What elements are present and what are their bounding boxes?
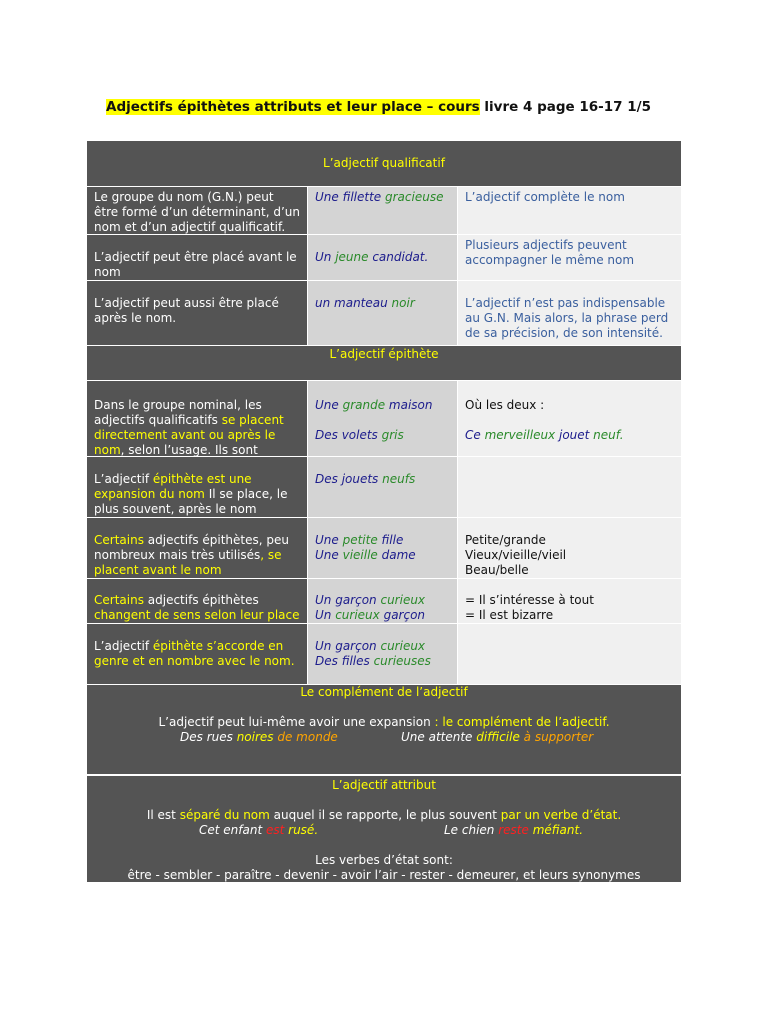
rule-text: adjectifs épithètes, peu nombreux mais très utilisés [94, 533, 289, 562]
rule-text: Dans le groupe nominal, les adjectifs qualificatifs [94, 398, 262, 427]
table-cell-rule [87, 457, 307, 517]
attribut-definition [87, 808, 681, 823]
example-line [315, 639, 450, 654]
example-adjective: noires [236, 730, 274, 744]
example-verb: est [265, 823, 285, 837]
table-cell-rule [87, 235, 307, 280]
complement-example-2 [401, 730, 593, 745]
rule-highlight: Certains [94, 593, 144, 607]
example-text: garçon [379, 608, 426, 622]
example-text: Des rues [180, 730, 237, 744]
verbes-etat-list: être - sembler - paraître - devenir - avoir l’air - rester - demeurer, et leurs synonymes [127, 868, 641, 882]
attribut-example-1 [199, 823, 318, 838]
definition-text: auquel il se rapporte, le plus souvent [269, 808, 501, 822]
example-text: jouet [555, 428, 594, 442]
example-text: Des volets [315, 428, 382, 442]
example-verb: reste [498, 823, 529, 837]
section-attribut [87, 776, 681, 882]
verbes-etat-heading: Les verbes d’état sont: [315, 853, 453, 867]
example-text: Cet enfant [199, 823, 266, 837]
example-line [315, 548, 450, 563]
rule-highlight: Certains [94, 533, 144, 547]
table-cell-note [458, 457, 681, 517]
rule-text: Le groupe du nom (G.N.) peut être formé d’un déterminant, d’un nom et d’un adjectif qualificatif. [94, 190, 300, 234]
section-heading-text: L’adjectif épithète [329, 347, 439, 361]
example-line [315, 593, 450, 608]
table-cell-rule [87, 624, 307, 684]
table-cell-example [308, 281, 457, 345]
complement-examples [87, 730, 681, 745]
rule-highlight: , se placent avant le nom [94, 548, 282, 577]
note-text: Petite/grande [465, 533, 546, 547]
attribut-examples [87, 823, 681, 838]
example-adjective: noir [391, 296, 415, 310]
example-text: Une [315, 398, 343, 412]
example-adjective: grande [342, 398, 386, 412]
example-complement: à supporter [519, 730, 594, 744]
example-line [315, 533, 450, 548]
example-text: Des filles [315, 654, 374, 668]
example-adjective: jeune [335, 250, 369, 264]
note-text: Où les deux : [465, 398, 545, 412]
section-heading-attribut [87, 778, 681, 793]
example-adjective: gracieuse [385, 190, 444, 204]
table-cell-note [458, 235, 681, 280]
example-adjective: rusé. [284, 823, 319, 837]
note-text: = Il s’intéresse à tout [465, 593, 594, 607]
example-text: Une attente [401, 730, 477, 744]
complement-definition [87, 715, 681, 730]
table-cell-example [308, 381, 457, 456]
rule-text: L’adjectif [94, 639, 153, 653]
complement-example-1 [180, 730, 338, 745]
rule-text: L’adjectif peut aussi être placé après le nom. [94, 296, 279, 325]
section-heading-text: L’adjectif attribut [332, 778, 436, 792]
rule-text: adjectifs épithètes [143, 593, 259, 607]
example-line [315, 398, 450, 413]
attribut-example-2 [444, 823, 583, 838]
example-adjective: difficile [476, 730, 520, 744]
example-adjective: curieux [335, 608, 380, 622]
table-cell-example [308, 187, 457, 234]
section-heading-epithete [87, 346, 681, 380]
rule-text: , selon l’usage. Ils sont [120, 443, 258, 457]
table-cell-example [308, 518, 457, 578]
rule-text: L’adjectif [94, 472, 153, 486]
section-heading-complement [87, 685, 681, 700]
note-text: L’adjectif complète le nom [465, 190, 625, 204]
note-text: L’adjectif n’est pas indispensable au G.N. Mais alors, la phrase perd de sa précision, de son intensité. [465, 296, 669, 340]
section-heading-text: L’adjectif qualificatif [323, 156, 445, 170]
rule-text: L’adjectif peut être placé avant le nom [94, 250, 297, 279]
table-cell-note [458, 624, 681, 684]
definition-text: L’adjectif peut lui-même avoir une expansion [158, 715, 435, 729]
example-text: candidat. [368, 250, 429, 264]
table-cell-example [308, 457, 457, 517]
example-text: Ce [465, 428, 485, 442]
definition-text: Il est [146, 808, 180, 822]
table-cell-rule [87, 281, 307, 345]
example-text: Des jouets [315, 472, 383, 486]
example-adjective: vieille [342, 548, 378, 562]
table-cell-rule [87, 381, 307, 456]
example-text: fille [377, 533, 404, 547]
rule-highlight: se placent directement avant ou après le nom [94, 413, 284, 457]
example-adjective: curieux [380, 593, 426, 607]
table-cell-note [458, 381, 681, 456]
example-text: dame [377, 548, 416, 562]
rule-highlight: changent de sens selon leur place [94, 608, 300, 622]
example-text: un manteau [315, 296, 392, 310]
section-heading-qualificatif [87, 141, 681, 186]
rule-text: Il se place, le plus souvent, après le nom [94, 487, 288, 516]
example-adjective: merveilleux [484, 428, 556, 442]
example-adjective: gris [381, 428, 404, 442]
example-text: Un garçon [315, 593, 381, 607]
example-adjective: neuf. [593, 428, 624, 442]
table-cell-rule [87, 518, 307, 578]
table-cell-rule [87, 187, 307, 234]
definition-highlight: : le complément de l’adjectif. [434, 715, 610, 729]
table-cell-note [458, 518, 681, 578]
rule-highlight: épithète s’accorde en genre et en nombre avec le nom. [94, 639, 295, 668]
example-adjective: curieuses [373, 654, 431, 668]
document-title [106, 99, 651, 116]
example-adjective: petite [342, 533, 378, 547]
example-text: Un garçon [315, 639, 381, 653]
example-adjective: neufs [382, 472, 416, 486]
table-cell-example [308, 624, 457, 684]
example-text: Une fillette [315, 190, 385, 204]
example-text: Un [315, 250, 336, 264]
title-rest: livre 4 page 16-17 1/5 [479, 99, 651, 115]
example-adjective: curieux [380, 639, 426, 653]
note-text: Beau/belle [465, 563, 529, 577]
example-adjective: méfiant. [528, 823, 584, 837]
table-cell-example [308, 235, 457, 280]
example-text: Une [315, 533, 343, 547]
section-complement [87, 685, 681, 774]
example-text: Une [315, 548, 343, 562]
example-line [315, 608, 450, 623]
note-example [465, 428, 674, 443]
example-text: Un [315, 608, 336, 622]
example-text: maison [385, 398, 433, 412]
section-heading-text: Le complément de l’adjectif [300, 685, 468, 699]
note-text: = Il est bizarre [465, 608, 554, 622]
example-text: Le chien [444, 823, 499, 837]
example-line [315, 428, 450, 443]
definition-highlight: séparé du nom [179, 808, 270, 822]
rule-highlight: épithète est une expansion du nom [94, 472, 252, 501]
table-cell-note [458, 187, 681, 234]
definition-highlight: par un verbe d’état. [500, 808, 622, 822]
example-line [315, 654, 450, 669]
note-text: Plusieurs adjectifs peuvent accompagner le même nom [465, 238, 635, 267]
note-text: Vieux/vieille/vieil [465, 548, 567, 562]
table-cell-example [308, 579, 457, 623]
table-cell-note [458, 579, 681, 623]
table-cell-rule [87, 579, 307, 623]
example-complement: de monde [273, 730, 338, 744]
title-highlighted: Adjectifs épithètes attributs et leur place – cours [106, 99, 480, 115]
table-cell-note [458, 281, 681, 345]
